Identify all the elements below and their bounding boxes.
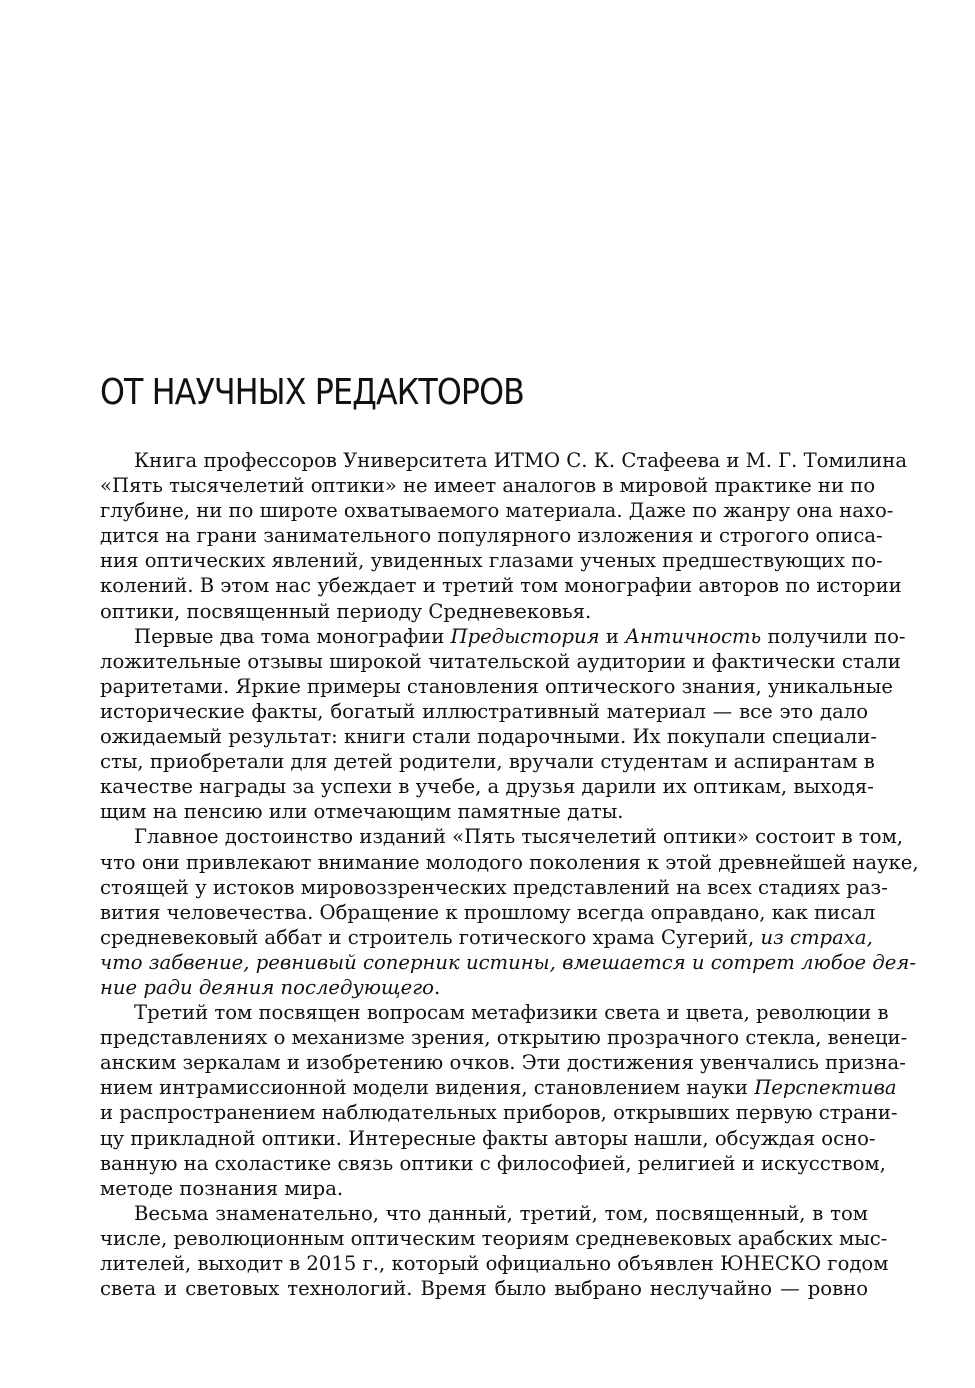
italic-title: Перспектива xyxy=(754,1076,897,1100)
text-line xyxy=(100,925,873,950)
text-line: лителей, выходит в 2015 г., который официально объявлен ЮНЕСКО годом xyxy=(100,1252,889,1275)
text-fragment: средневековый аббат и строитель готического храма Сугерий, xyxy=(100,925,761,949)
section-heading: ОТ НАУЧНЫХ РЕДАКТОРОВ xyxy=(100,372,525,413)
text-line: щим на пенсию или отмечающим памятные даты. xyxy=(100,800,624,824)
text-line xyxy=(100,624,906,649)
text-line xyxy=(100,950,916,975)
text-line: раритетами. Яркие примеры становления оптического знания, уникальные xyxy=(100,674,893,698)
text-line: стоящей у истоков мировоззренческих представлений на всех стадиях раз- xyxy=(100,875,888,899)
text-line: исторические факты, богатый иллюстративный материал — все это дало xyxy=(100,699,868,723)
text-fragment: . xyxy=(433,975,441,999)
text-line: ванную на схоластике связь оптики с философией, религией и искусством, xyxy=(100,1151,886,1175)
italic-quote: из страха, xyxy=(760,925,873,949)
text-line: и распространением наблюдательных приборов, открывших первую страни- xyxy=(100,1101,898,1125)
italic-title: Предыстория xyxy=(450,624,600,648)
text-line: вития человечества. Обращение к прошлому всегда оправдано, как писал xyxy=(100,900,876,924)
body-text xyxy=(100,448,919,1301)
text-line xyxy=(100,1075,897,1100)
text-fragment: и xyxy=(599,624,626,648)
text-line: «Пять тысячелетий оптики» не имеет аналогов в мировой практике ни по xyxy=(100,474,876,498)
text-line: анским зеркалам и изобретению очков. Эти достижения увенчались призна- xyxy=(100,1051,906,1075)
text-fragment: Первые два тома монографии xyxy=(134,624,451,648)
text-line: света и световых технологий. Время было выбрано неслучайно — ровно xyxy=(100,1277,868,1301)
text-line: Книга профессоров Университета ИТМО С. К. Стафеева и М. Г. Томилина xyxy=(134,449,908,472)
text-line: Весьма знаменательно, что данный, третий, том, посвященный, в том xyxy=(134,1201,868,1225)
text-fragment: получили по- xyxy=(761,624,906,648)
text-line: дится на грани занимательного популярного изложения и строгого описа- xyxy=(100,524,883,548)
text-line: цу прикладной оптики. Интересные факты авторы нашли, обсуждая осно- xyxy=(100,1126,876,1150)
text-line: сты, приобретали для детей родители, вручали студентам и аспирантам в xyxy=(100,750,875,774)
text-line: числе, революционным оптическим теориям средневековых арабских мыс- xyxy=(100,1226,888,1250)
text-line: ложительные отзывы широкой читательской аудитории и фактически стали xyxy=(100,649,901,673)
text-line: ния оптических явлений, увиденных глазами ученых предшествующих по- xyxy=(100,549,883,573)
text-line: оптики, посвященный периоду Средневековья. xyxy=(100,599,592,623)
text-line: Главное достоинство изданий «Пять тысячелетий оптики» состоит в том, xyxy=(134,825,904,849)
text-fragment: нием интрамиссионной модели видения, становлением науки xyxy=(100,1076,755,1100)
text-line: Третий том посвящен вопросам метафизики света и цвета, революции в xyxy=(134,1001,889,1025)
text-line: колений. В этом нас убеждает и третий том монографии авторов по истории xyxy=(100,574,902,598)
text-line: глубине, ни по широте охватываемого материала. Даже по жанру она нахо- xyxy=(100,499,894,523)
text-line: представлениях о механизме зрения, открытию прозрачного стекла, венеци- xyxy=(100,1026,908,1050)
italic-quote: что забвение, ревнивый соперник истины, вмешается и сотрет любое дея- xyxy=(100,950,916,974)
text-line xyxy=(100,975,868,1000)
text-line: качестве награды за успехи в учебе, а друзья дарили их оптикам, выходя- xyxy=(100,775,874,799)
text-line: ожидаемый результат: книги стали подарочными. Их покупали специали- xyxy=(100,725,878,749)
italic-quote: ние ради деяния последующего xyxy=(100,975,434,999)
text-line: методе познания мира. xyxy=(100,1176,344,1200)
text-line: что они привлекают внимание молодого поколения к этой древнейшей науке, xyxy=(100,850,919,874)
italic-title: Античность xyxy=(625,624,762,648)
